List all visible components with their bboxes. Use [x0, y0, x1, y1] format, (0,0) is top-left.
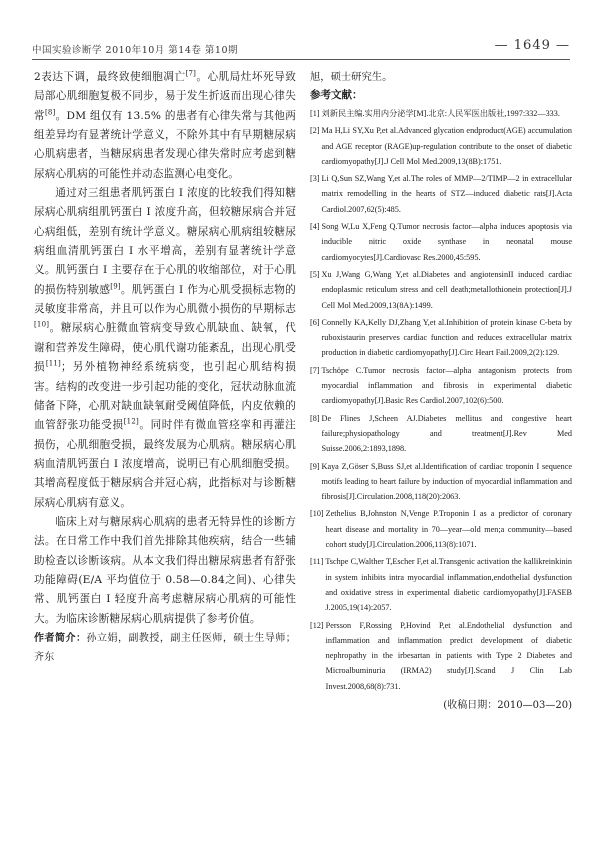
- reference-item: [8] De Flines J,Scheen AJ.Diabetes mellitus and congestive heart failure;physiopathology and treatment[J].Rev Med Suisse.2006,2:1893,1898.: [310, 413, 572, 454]
- reference-item: [1] 刘新民主编.实用内分泌学[M].北京:人民军医出版社,1997:332—333.: [310, 109, 560, 118]
- reference-item: [2] Ma H,Li SY,Xu P,et al.Advanced glycation endproduct(AGE) accumulation and AGE receptor (RAGE)up-regulation contribute to the onset of diabetic cardiomyopathy[J].J Cell Mol Med.2009,13(8B):1751.: [310, 126, 572, 166]
- paragraph-3: 临床上对与糖尿病心肌病的患者无特异性的诊断方法。在日常工作中我们首先排除其他疾病，结合一些辅助检查以诊断该病。从本文我们得出糖尿病患者有舒张功能障碍(E/A 平均值位于 0.58—0.84之间)、心律失常、肌钙蛋白 I 轻度升高考虑糖尿病心肌病的可能性大。为临床诊断糖尿病心肌病提供了参考价值。: [34, 515, 296, 625]
- reference-item: [9] Kaya Z,Göser S,Buss SJ,et al.Identification of cardiac troponin I sequence motifs leading to heart failure by induction of myocardial inflammation and fibrosis[J].Circulation.2008,118(20):2063.: [310, 461, 572, 502]
- page-number: — 1649 —: [494, 38, 570, 53]
- author-note-continued: 旭，硕士研究生。: [310, 71, 393, 83]
- received-date: (收稿日期：2010—03—20): [443, 699, 572, 711]
- right-column: [310, 68, 572, 724]
- reference-item: [7] Tschöpe C.Tumor necrosis factor—alpha antagonism protects from myocardial inflammation and fibrosis in experimental diabetic cardiomyopathy[J].Basic Res Cardiol.2007,102(6):500.: [310, 365, 572, 406]
- paragraph-2: 通过对三组患者肌钙蛋白 I 浓度的比较我们得知糖尿病心肌病组肌钙蛋白 I 浓度升高，但较糖尿病合并冠心病组低，差别有统计学意义。糖尿病心肌病组较糖尿病组血清肌钙蛋白 I 水平增高，差别有显著统计学意义。肌钙蛋白 I 主要存在于心肌的收缩部位，对于心肌的损伤特别敏感[9]。肌钙蛋白 I 作为心肌受损标志物的灵敏度非常高，并且可以作为心肌微小损伤的早期标志[10]。糖尿病心脏微血管病变导致心肌缺血、缺氧，代谢和营养发生障碍，使心肌代谢功能紊乱，出现心肌受损[11]；另外植物神经系统病变，也引起心肌结构损害。结构的改变进一步引起功能的变化，冠状动脉血流储备下降，心肌对缺血缺氧耐受阈值降低，内皮依赖的血管舒张功能受损[12]。同时伴有微血管痉挛和再灌注损伤，心肌细胞受损，最终发展为心肌病。糖尿病心肌病血清肌钙蛋白 I 浓度增高，说明已有心肌细胞受损。其增高程度低于糖尿病合并冠心病，此指标对与诊断糖尿病心肌病有意义。: [34, 187, 297, 509]
- reference-item: [4] Song W,Lu X,Feng Q.Tumor necrosis factor—alpha induces apoptosis via inducible nitric oxide synthase in neonatal mouse cardiomyocytes[J].Cardiovasc Res.2000,45:595.: [310, 222, 572, 262]
- reference-item: [6] Connelly KA,Kelly DJ,Zhang Y,et al.Inhibition of protein kinase C-beta by ruboxistaurin preserves cardiac function and reduces extracellular matrix production in diabetic cardiomyopathy[J].Circ Heart Fail.2009,2(2):129.: [310, 317, 572, 358]
- reference-item: [11] Tschpe C,Walther T,Escher F,et al.Transgenic activation the kallikreinkinin in system inhibits intra myocardial inflammation,endothelial dysfunction and oxidative stress in experimental diabetic cardiomyopathy[J].FASEB J.2005,19(14):2057.: [310, 557, 572, 613]
- reference-item: [3] Li Q,Sun SZ,Wang Y,et al.The roles of MMP—2/TIMP—2 in extracellular matrix remodelling in the hearts of STZ—induced diabetic rats[J].Acta Cardiol.2007,62(5):485.: [310, 174, 572, 214]
- page-header: [32, 38, 570, 58]
- journal-info: 中国实验诊断学 2010年10月 第14卷 第10期: [32, 45, 239, 56]
- reference-item: [10] Zethelius B,Johnston N,Venge P.Troponin I as a predictor of coronary heart disease and mortality in 70—year—old men;a community—based cohort study[J].Circulation.2006,113(8):1071.: [310, 509, 572, 550]
- left-column: [34, 68, 296, 667]
- author-note: 作者简介：孙立娟，副教授，副主任医师，硕士生导师；齐东: [34, 632, 297, 663]
- reference-item: [5] Xu J,Wang G,Wang Y,et al.Diabetes and angiotensinII induced cardiac endoplasmic reticulum stress and cell death;metallothionein protection[J].J Cell Mol Med.2009,13(8A):1499.: [310, 269, 572, 310]
- references-title: 参考文献：: [310, 89, 363, 101]
- header-rule: [32, 59, 570, 60]
- reference-list: [310, 106, 572, 694]
- paragraph-1: 2表达下调，最终致使细胞凋亡[7]。心肌局灶坏死导致局部心肌细胞复极不同步，易于发生折返而出现心律失常[8]。DM 组仅有 13.5% 的患者有心律失常与其他两组差异均有显著统计学意义，不除外其中有早期糖尿病心肌病患者，当糖尿病患者发现心律失常时应考虑到糖尿病心肌病的可能性并动态监测心电变化。: [34, 69, 297, 180]
- reference-item: [12] Persson F,Rossing P,Hovind P,et al.Endothelial dysfunction and inflammation and inflammation predict development of diabetic nephropathy in the irbesartan in patients with Type 2 Diabetes and Microalbuminuria (IRMA2) study[J].Scand J Clin Lab Invest.2008,68(8):731.: [310, 620, 572, 691]
